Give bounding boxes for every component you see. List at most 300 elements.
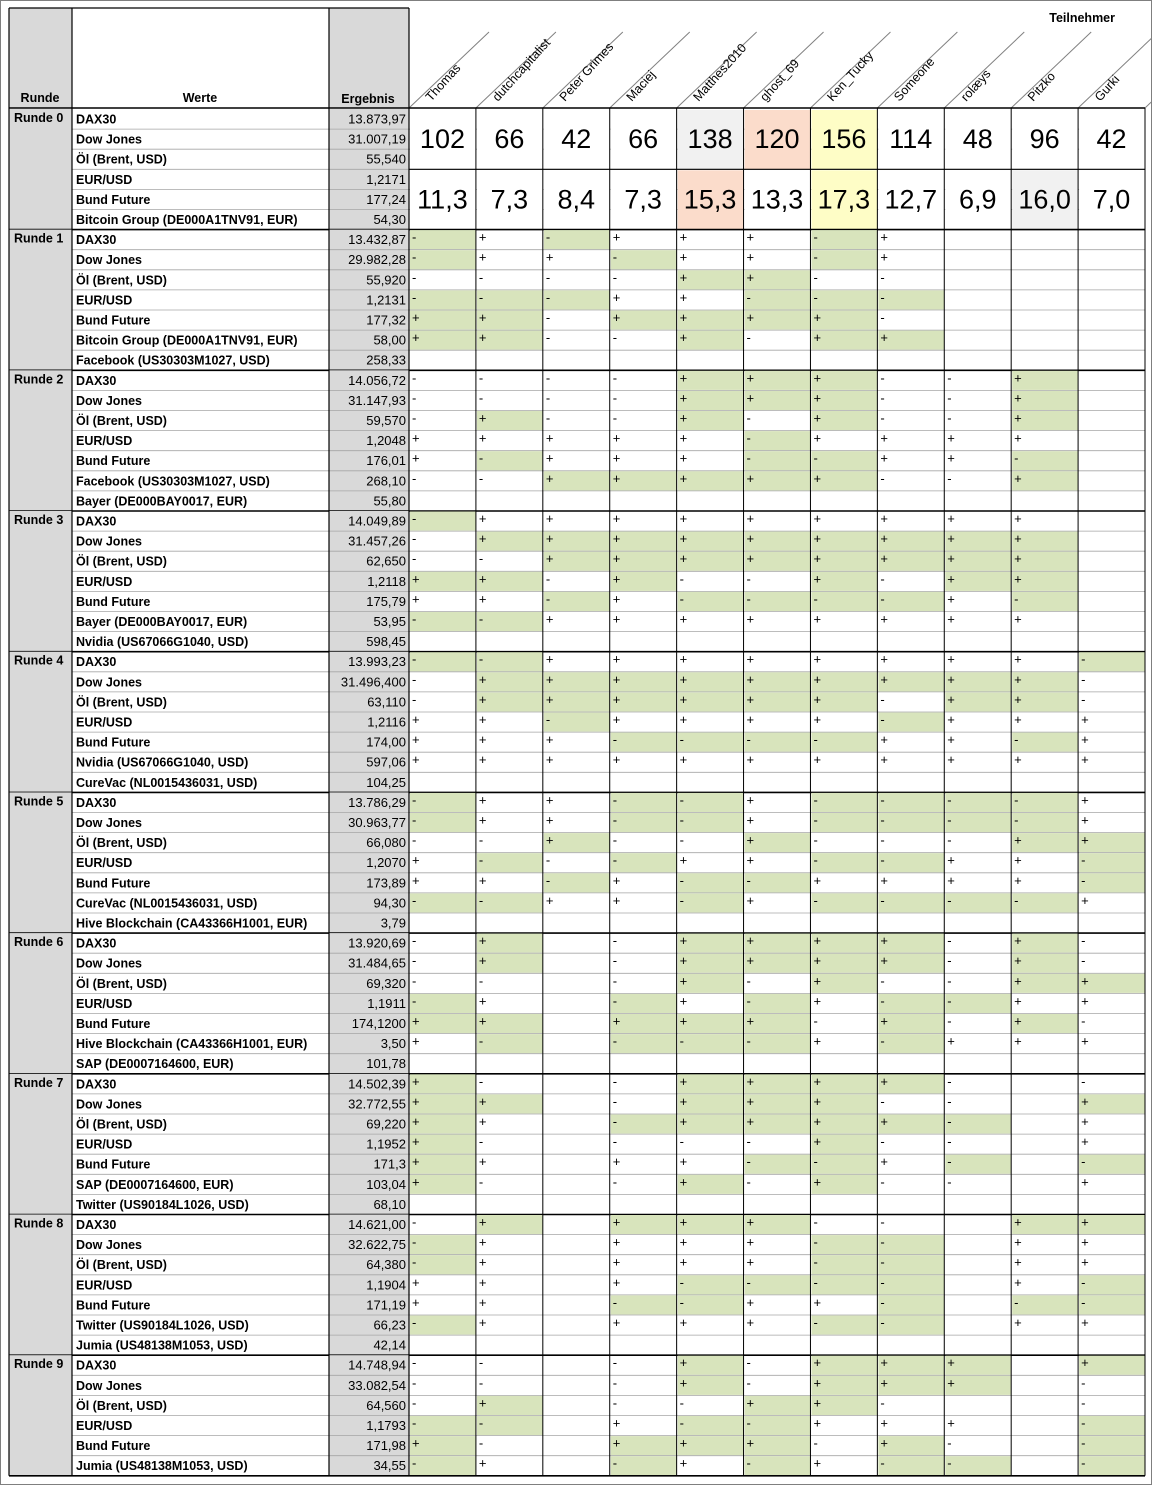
asset-name: Öl (Brent, USD) — [76, 414, 167, 428]
bet-sign: + — [1081, 832, 1089, 848]
bet-sign: + — [1014, 1315, 1022, 1330]
asset-name: DAX30 — [76, 795, 117, 810]
bet-sign: - — [1081, 671, 1086, 687]
bet-sign: + — [880, 249, 888, 265]
bet-cell-correct — [878, 331, 944, 350]
bet-cell-correct — [811, 793, 877, 812]
bet-sign: - — [412, 1355, 417, 1371]
bet-cell-correct — [678, 733, 744, 752]
bet-sign: + — [1081, 1174, 1089, 1190]
asset-name: Bayer (DE000BAY0017, EUR) — [76, 494, 248, 509]
bet-sign: - — [880, 691, 885, 707]
bet-sign: + — [813, 933, 822, 949]
bet-sign: - — [612, 1455, 618, 1471]
bet-sign: - — [412, 390, 417, 406]
bet-sign: - — [947, 1013, 952, 1029]
bet-cell-correct — [611, 1034, 677, 1053]
bet-sign: - — [813, 732, 818, 748]
bet-sign: - — [947, 1073, 952, 1089]
bet-sign: + — [1014, 933, 1022, 949]
participant-name: dutchcapitalist — [489, 35, 554, 105]
bet-sign: - — [545, 410, 551, 426]
bet-sign: - — [412, 1214, 417, 1230]
asset-name: EUR/USD — [76, 1137, 133, 1152]
bet-sign: - — [813, 812, 818, 828]
asset-name: Twitter (US90184L1026, USD) — [76, 1197, 249, 1212]
bet-sign: - — [1081, 953, 1086, 969]
asset-result: 66,080 — [366, 835, 406, 851]
bet-cell-correct — [745, 391, 811, 410]
bet-sign: - — [612, 1134, 618, 1150]
asset-result: 31.484,65 — [348, 955, 406, 971]
bet-cell-correct — [878, 1376, 944, 1395]
bet-cell-correct — [878, 1034, 944, 1053]
bet-sign: + — [746, 1093, 755, 1109]
bet-cell-correct — [410, 893, 476, 912]
bet-cell-correct — [544, 713, 610, 732]
bet-sign: + — [478, 1114, 487, 1129]
bet-cell-correct — [611, 1215, 677, 1234]
asset-name: Facebook (US30303M1027, USD) — [76, 353, 270, 368]
asset-result: 32.622,75 — [348, 1237, 406, 1253]
bet-cell-correct — [410, 1175, 476, 1194]
asset-result: 30.963,77 — [348, 815, 406, 830]
bet-sign: + — [813, 1455, 822, 1471]
bet-cell-correct — [811, 1155, 877, 1174]
bet-sign: + — [947, 732, 955, 748]
bet-sign: + — [1014, 832, 1022, 848]
bet-sign: - — [880, 1455, 885, 1471]
bet-cell-correct — [410, 290, 476, 309]
bet-sign: + — [679, 973, 688, 989]
bet-cell-correct — [410, 250, 476, 269]
asset-name: EUR/USD — [76, 996, 133, 1011]
bet-cell-correct — [678, 1436, 744, 1455]
average-score: 15,3 — [683, 184, 737, 215]
bet-sign: + — [412, 852, 420, 868]
bet-sign: + — [813, 1355, 822, 1371]
bet-sign: - — [813, 1234, 818, 1250]
bet-cell-correct — [878, 1275, 944, 1294]
bet-sign: + — [612, 752, 621, 768]
bet-sign: + — [679, 671, 688, 687]
round-label: Runde 9 — [14, 1357, 64, 1372]
bet-sign: - — [1081, 1073, 1086, 1089]
bet-sign: - — [412, 511, 417, 526]
bet-sign: + — [813, 872, 822, 888]
bet-sign: - — [947, 792, 952, 808]
bet-sign: + — [947, 691, 955, 707]
bet-sign: - — [612, 1174, 618, 1190]
average-score: 12,7 — [884, 184, 938, 215]
bet-sign: - — [612, 832, 618, 848]
bet-sign: - — [1081, 1375, 1086, 1391]
bet-sign: + — [746, 370, 755, 386]
asset-name: Bund Future — [76, 313, 151, 328]
bet-sign: - — [412, 551, 417, 567]
bet-sign: - — [813, 1013, 818, 1029]
participant-name: Matthes2010 — [690, 40, 750, 105]
bet-sign: - — [612, 1294, 618, 1310]
bet-cell-correct — [811, 1255, 877, 1274]
bet-cell-correct — [611, 1014, 677, 1033]
bet-sign: - — [545, 269, 551, 285]
bet-sign: + — [746, 470, 755, 486]
bet-sign: - — [947, 390, 952, 406]
bet-sign: + — [880, 551, 888, 567]
bet-sign: + — [746, 1315, 755, 1330]
asset-result: 1,2131 — [366, 292, 406, 308]
asset-name: Öl (Brent, USD) — [76, 836, 167, 851]
bet-cell-correct — [811, 1396, 877, 1415]
bet-cell-correct — [410, 331, 476, 350]
bet-sign: + — [947, 1033, 955, 1049]
bet-sign: + — [880, 1415, 888, 1431]
round-label: Runde 8 — [14, 1216, 64, 1231]
bet-cell-correct — [745, 672, 811, 691]
asset-result: 171,3 — [373, 1156, 406, 1172]
bet-cell-correct — [544, 552, 610, 571]
bet-sign: + — [746, 953, 755, 969]
asset-result: 55,920 — [366, 272, 406, 288]
bet-sign: - — [478, 289, 484, 305]
bet-sign: - — [746, 571, 751, 587]
bet-sign: - — [746, 1134, 751, 1150]
bet-sign: + — [412, 732, 420, 748]
asset-result: 55,540 — [366, 151, 406, 167]
bet-sign: - — [880, 1214, 885, 1230]
bet-sign: + — [1081, 1033, 1089, 1049]
asset-name: Öl (Brent, USD) — [76, 273, 167, 288]
asset-result: 42,14 — [373, 1337, 406, 1353]
bet-sign: - — [1081, 1013, 1086, 1029]
bet-cell-correct — [945, 572, 1011, 591]
bet-sign: + — [813, 410, 822, 426]
bet-sign: + — [612, 712, 621, 727]
bet-sign: + — [679, 1455, 688, 1471]
bet-sign: - — [679, 1033, 684, 1049]
asset-result: 3,50 — [380, 1036, 406, 1052]
bet-sign: + — [1081, 712, 1089, 727]
bet-sign: - — [478, 892, 484, 908]
bet-cell-correct — [611, 672, 677, 691]
bet-cell-correct — [1012, 793, 1078, 812]
bet-sign: + — [478, 1013, 487, 1029]
asset-name: Facebook (US30303M1027, USD) — [76, 474, 270, 489]
bet-sign: - — [412, 531, 417, 547]
bet-cell-correct — [1012, 471, 1078, 490]
bet-cell-correct — [477, 290, 543, 309]
bet-cell-correct — [611, 813, 677, 832]
bet-sign: - — [412, 832, 417, 848]
bet-sign: + — [612, 551, 621, 567]
bet-cell-correct — [878, 994, 944, 1013]
bet-sign: + — [478, 872, 487, 888]
bet-sign: + — [679, 1375, 688, 1391]
bet-cell-correct — [811, 1094, 877, 1113]
bet-sign: - — [746, 591, 751, 607]
bet-cell-correct — [1079, 853, 1145, 872]
bet-sign: + — [612, 1315, 621, 1330]
bet-sign: + — [478, 933, 487, 949]
bet-cell-correct — [811, 1235, 877, 1254]
asset-result: 94,30 — [373, 895, 406, 911]
bet-sign: + — [947, 1375, 955, 1391]
bet-sign: + — [746, 852, 755, 868]
bet-cell-correct — [1012, 411, 1078, 430]
bet-sign: - — [412, 470, 417, 486]
bet-cell-correct — [745, 954, 811, 973]
bet-sign: - — [412, 792, 417, 808]
bet-cell-correct — [477, 853, 543, 872]
average-score: 16,0 — [1018, 184, 1071, 215]
asset-result: 104,25 — [366, 774, 406, 790]
bet-sign: + — [746, 1294, 755, 1310]
bet-sign: + — [880, 531, 888, 547]
asset-name: DAX30 — [76, 373, 117, 388]
asset-result: 64,380 — [366, 1257, 406, 1273]
bet-cell-correct — [811, 1135, 877, 1154]
bet-sign: - — [880, 571, 885, 587]
bet-sign: + — [746, 249, 755, 265]
bet-cell-correct — [678, 532, 744, 551]
bet-sign: - — [813, 1315, 818, 1330]
bet-cell-correct — [878, 1295, 944, 1314]
bet-sign: - — [813, 1154, 818, 1170]
bet-sign: - — [880, 410, 885, 426]
asset-name: Öl (Brent, USD) — [76, 1398, 167, 1413]
asset-result: 101,78 — [366, 1056, 406, 1072]
bet-sign: + — [478, 732, 487, 748]
bet-cell-correct — [945, 672, 1011, 691]
bet-cell-correct — [745, 431, 811, 450]
bet-sign: + — [679, 1355, 688, 1371]
bet-cell-correct — [410, 1456, 476, 1475]
bet-cell-correct — [611, 994, 677, 1013]
bet-cell-correct — [745, 873, 811, 892]
bet-sign: + — [478, 1214, 487, 1230]
bet-cell-correct — [678, 793, 744, 812]
asset-result: 597,06 — [366, 754, 406, 770]
bet-cell-correct — [945, 793, 1011, 812]
bet-sign: + — [478, 571, 487, 587]
bet-sign: - — [746, 410, 751, 426]
asset-result: 177,32 — [366, 312, 406, 328]
bet-sign: + — [679, 611, 688, 627]
bet-cell-correct — [678, 552, 744, 571]
bet-sign: - — [1081, 1435, 1086, 1451]
bet-cell-correct — [1012, 391, 1078, 410]
asset-name: Bund Future — [76, 594, 151, 609]
bet-sign: + — [880, 1375, 888, 1391]
bet-cell-correct — [811, 471, 877, 490]
total-points: 120 — [754, 124, 800, 154]
bet-cell-correct — [945, 1356, 1011, 1375]
bet-cell-correct — [745, 1034, 811, 1053]
asset-result: 64,560 — [366, 1397, 406, 1413]
bet-cell-correct — [410, 311, 476, 330]
bet-sign: - — [545, 289, 551, 305]
bet-sign: + — [947, 531, 955, 547]
bet-sign: - — [1014, 450, 1019, 466]
bet-cell-correct — [745, 833, 811, 852]
bet-sign: + — [746, 933, 755, 949]
asset-result: 14.621,00 — [348, 1217, 406, 1232]
runde-header: Runde — [20, 91, 60, 105]
bet-sign: - — [813, 852, 818, 868]
bet-sign: - — [1081, 1395, 1086, 1411]
bet-sign: + — [478, 430, 487, 446]
bet-sign: + — [813, 330, 822, 346]
bet-cell-correct — [410, 1014, 476, 1033]
bet-sign: + — [478, 691, 487, 707]
total-points: 66 — [494, 124, 525, 154]
round-label-cell — [9, 230, 72, 371]
bet-sign: - — [679, 1415, 684, 1431]
bet-sign: - — [679, 571, 684, 587]
bet-sign: + — [880, 752, 888, 768]
bet-sign: - — [545, 310, 551, 325]
bet-sign: - — [880, 973, 885, 989]
bet-sign: - — [612, 390, 618, 406]
bet-sign: + — [746, 1234, 755, 1250]
bet-sign: + — [813, 953, 822, 969]
bet-cell-correct — [410, 1074, 476, 1093]
asset-result: 171,19 — [366, 1297, 406, 1313]
participant-name: ghost_69 — [757, 56, 803, 105]
asset-name: DAX30 — [76, 112, 117, 127]
asset-result: 1,2070 — [366, 855, 406, 871]
bet-sign: + — [1014, 531, 1022, 547]
bet-cell-correct — [410, 994, 476, 1013]
bet-sign: + — [1014, 651, 1022, 667]
participant-name: Maciej — [623, 67, 659, 105]
bet-cell-correct — [477, 672, 543, 691]
bet-sign: + — [1081, 752, 1089, 768]
asset-name: Öl (Brent, USD) — [76, 695, 167, 710]
bet-cell-correct — [745, 934, 811, 953]
bet-cell-correct — [945, 532, 1011, 551]
bet-cell-correct — [410, 230, 476, 249]
bet-cell-correct — [1012, 371, 1078, 390]
bet-sign: + — [947, 852, 955, 868]
bet-cell-correct — [745, 733, 811, 752]
bet-sign: + — [679, 229, 688, 245]
bet-sign: - — [612, 732, 618, 748]
bet-cell-correct — [477, 954, 543, 973]
bet-sign: + — [612, 511, 621, 526]
bet-cell-correct — [544, 290, 610, 309]
bet-cell-correct — [745, 692, 811, 711]
bet-cell-correct — [878, 592, 944, 611]
bet-cell-correct — [811, 934, 877, 953]
asset-result: 31.147,93 — [348, 392, 406, 408]
bet-cell-correct — [410, 1255, 476, 1274]
bet-sign: - — [1081, 933, 1086, 949]
bet-sign: + — [679, 852, 688, 868]
bet-sign: - — [746, 430, 751, 446]
bet-sign: - — [880, 1033, 885, 1049]
bet-cell-correct — [878, 934, 944, 953]
bet-sign: + — [679, 551, 688, 567]
round-label-cell — [9, 109, 72, 230]
bet-cell-correct — [678, 311, 744, 330]
bet-sign: + — [679, 249, 688, 265]
asset-name: Dow Jones — [76, 675, 142, 690]
bet-sign: + — [880, 671, 888, 687]
asset-name: Bund Future — [76, 876, 151, 891]
bet-sign: - — [947, 973, 952, 989]
bet-cell-correct — [878, 793, 944, 812]
bet-cell-correct — [945, 1115, 1011, 1134]
bet-cell-correct — [878, 1456, 944, 1475]
bet-cell-correct — [678, 1215, 744, 1234]
bet-sign: - — [1081, 852, 1086, 868]
bet-cell-correct — [745, 270, 811, 289]
bet-sign: + — [1081, 1214, 1089, 1230]
bet-sign: + — [478, 993, 487, 1009]
asset-result: 59,570 — [366, 413, 406, 428]
bet-cell-correct — [678, 331, 744, 350]
bet-sign: + — [880, 430, 888, 446]
total-points: 96 — [1029, 124, 1060, 154]
bet-sign: + — [1014, 1234, 1022, 1250]
bet-sign: - — [947, 1435, 952, 1451]
bet-sign: - — [412, 691, 417, 707]
bet-sign: + — [1081, 1355, 1089, 1371]
bet-sign: + — [813, 1294, 822, 1310]
bet-sign: - — [813, 591, 818, 607]
bet-sign: - — [880, 852, 885, 868]
bet-sign: + — [478, 249, 487, 265]
bet-sign: + — [478, 531, 487, 547]
bet-sign: - — [412, 973, 417, 989]
round-label-cell — [9, 933, 72, 1074]
bet-sign: + — [746, 1435, 755, 1451]
bet-sign: - — [746, 1415, 751, 1431]
bet-cell-correct — [410, 612, 476, 631]
participant-header-divider — [1145, 99, 1152, 109]
bet-cell-correct — [678, 371, 744, 390]
bet-sign: - — [412, 993, 417, 1009]
bet-sign: + — [1014, 712, 1022, 727]
bet-sign: + — [947, 1355, 955, 1371]
bet-sign: + — [679, 511, 688, 526]
bet-cell-correct — [811, 1115, 877, 1134]
asset-name: DAX30 — [76, 1358, 117, 1373]
bet-cell-correct — [745, 1436, 811, 1455]
bet-sign: - — [947, 1093, 952, 1109]
bet-sign: - — [1081, 651, 1086, 667]
bet-sign: + — [679, 933, 688, 949]
bet-sign: - — [545, 370, 551, 386]
bet-cell-correct — [611, 471, 677, 490]
bet-sign: + — [813, 712, 822, 727]
total-points: 48 — [962, 124, 993, 154]
participant-header-divider — [1011, 32, 1091, 108]
bet-sign: + — [1081, 993, 1089, 1009]
bet-cell-correct — [1079, 974, 1145, 993]
bet-sign: + — [947, 752, 955, 768]
asset-name: Öl (Brent, USD) — [76, 1117, 167, 1132]
bet-cell-correct — [611, 733, 677, 752]
bet-sign: - — [1081, 1455, 1086, 1471]
bet-cell-correct — [1012, 572, 1078, 591]
bet-cell-correct — [745, 1115, 811, 1134]
bet-cell-correct — [1012, 552, 1078, 571]
bet-cell-correct — [544, 873, 610, 892]
bet-cell-correct — [477, 411, 543, 430]
